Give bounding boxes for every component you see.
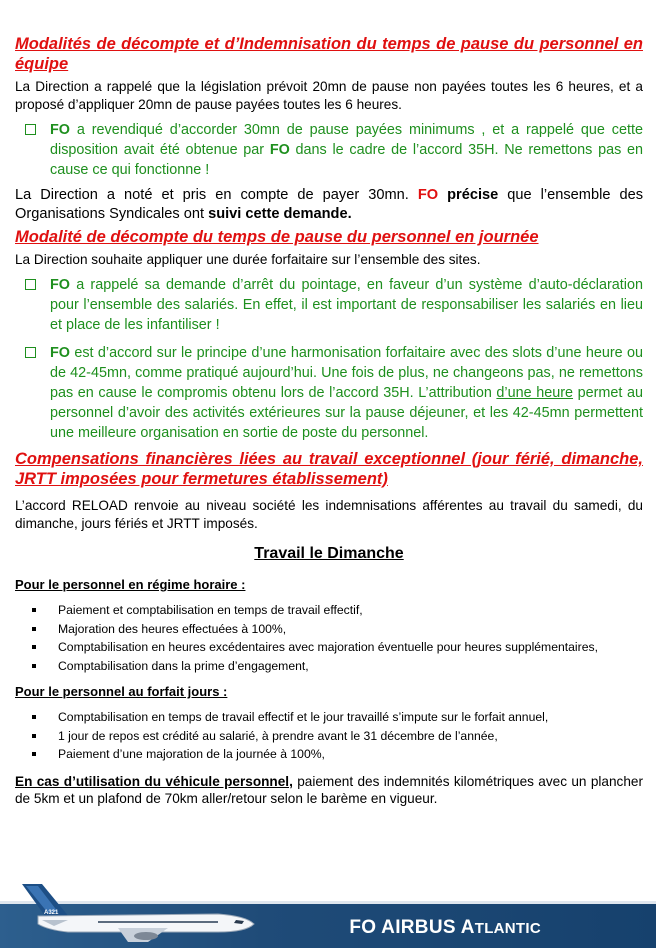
paragraph-direction-legislation: La Direction a rappelé que la législation prévoit 20mn de pause non payées toutes les 6 heures, et a proposé d’appliquer 20mn de pause payées toutes les 6 heures.: [15, 79, 643, 112]
subheading-regime-horaire: Pour le personnel en régime horaire :: [15, 577, 246, 592]
fo-item-pause-30mn: FO a revendiqué d’accorder 30mn de pause payées minimums , et a rappelé que cette disposition avait été obtenue par FO dans le cadre de l’accord 35H. Ne remettons pas en cause ce qui fonctionne !: [15, 120, 643, 180]
footer-title: FO AIRBUS ATLANTIC: [349, 917, 541, 938]
list-item: 1 jour de repos est crédité au salarié, à prendre avant le 31 décembre de l’année,: [15, 728, 643, 745]
paragraph-vehicule-personnel: En cas d’utilisation du véhicule personnel, paiement des indemnités kilométriques avec un plancher de 5km et un plafond de 70km aller/retour selon le barème en vigueur.: [15, 773, 643, 806]
checkbox-bullet-icon: [25, 279, 36, 290]
section-heading-compensations: Compensations financières liées au travail exceptionnel (jour férié, dimanche, JRTT imposées pour fermetures établissement): [15, 450, 643, 488]
list-item: Comptabilisation en heures excédentaires avec majoration éventuelle pour heures supplémentaires,: [15, 639, 643, 656]
section-heading-pause-equipe: Modalités de décompte et d’Indemnisation du temps de pause du personnel en équipe: [15, 35, 643, 73]
section-heading-pause-journee: Modalité de décompte du temps de pause du personnel en journée: [15, 228, 539, 246]
plane-model-label: A321: [44, 910, 59, 916]
list-forfait-jours: [15, 709, 643, 763]
fo-item-harmonisation: FO est d’accord sur le principe d’une harmonisation forfaitaire avec des slots d’une heure ou de 42-45mn, comme pratiqué aujourd’hui. Une fois de plus, ne changeons pas, ne remettons pas en cause le compromis obtenu lors de l’accord 35H. L’attribution d’une heure permet au personnel d’avoir des activités extérieures sur la pause déjeuner, et les 42-45mn permettent une meilleure organisation en sortie de poste du personnel.: [15, 343, 643, 443]
paragraph-direction-forfaitaire: La Direction souhaite appliquer une durée forfaitaire sur l’ensemble des sites.: [15, 252, 481, 267]
list-item: Paiement d’une majoration de la journée à 100%,: [15, 746, 643, 763]
subheading-forfait-jours: Pour le personnel au forfait jours :: [15, 684, 228, 699]
list-regime-horaire: [15, 602, 643, 674]
list-item: Comptabilisation dans la prime d’engagement,: [15, 658, 643, 675]
paragraph-accord-reload: L’accord RELOAD renvoie au niveau société les indemnisations afférentes au travail du samedi, du dimanche, jours fériés et JRTT imposés.: [15, 498, 643, 531]
checkbox-bullet-icon: [25, 124, 36, 135]
title-travail-dimanche: Travail le Dimanche: [254, 545, 404, 562]
list-item: Paiement et comptabilisation en temps de travail effectif,: [15, 602, 643, 619]
paragraph-direction-30mn: La Direction a noté et pris en compte de payer 30mn. FO précise que l’ensemble des Organisations Syndicales ont suivi cette demande.: [15, 187, 643, 222]
list-item: Comptabilisation en temps de travail effectif et le jour travaillé s’impute sur le forfait annuel,: [15, 709, 643, 726]
checkbox-bullet-icon: [25, 347, 36, 358]
airplane-icon: [8, 880, 258, 944]
list-item: Majoration des heures effectuées à 100%,: [15, 621, 643, 638]
fo-item-arret-pointage: FO a rappelé sa demande d’arrêt du pointage, en faveur d’un système d’auto-déclaration pour l’ensemble des salariés. En effet, il est important de responsabiliser les salariés en lieu et place de les infantiliser !: [15, 275, 643, 335]
document-page: [15, 34, 643, 807]
footer-banner: [0, 880, 656, 948]
